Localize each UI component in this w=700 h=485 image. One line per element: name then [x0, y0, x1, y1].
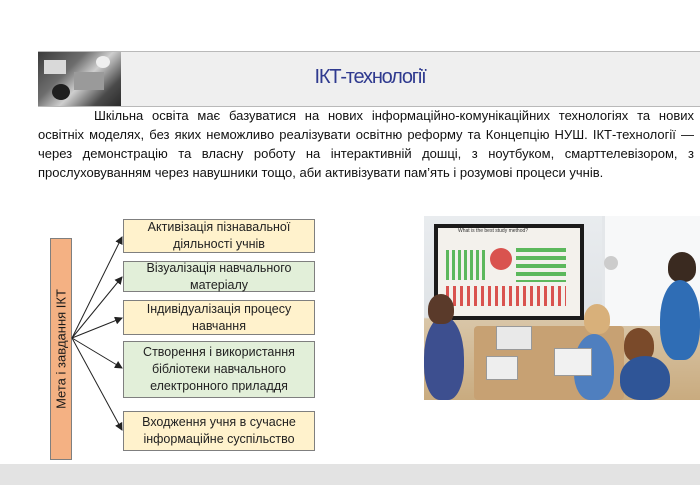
- arrow-5: [72, 338, 122, 430]
- arrow-3: [72, 318, 122, 338]
- diagram-root-text: Мета і завдання ІКТ: [53, 289, 69, 409]
- classroom-screen-title: What is the best study method?: [458, 228, 529, 234]
- diagram-item-5: Входження учня в сучасне інформаційне суспільство: [123, 411, 315, 451]
- classroom-photo: [424, 216, 700, 400]
- page-title: ІКТ-технології: [314, 66, 426, 88]
- intro-paragraph: Шкільна освіта має базуватися на нових інформаційно-комунікаційних технологіях та нових освітніх моделях, без яких неможливо реалізувати освітню реформу та Концепцію НУШ. ІКТ-технології — через демонстрацію та власну роботу на інтерактивній дошці, з ноутбуком, смарттелевізором, з прослуховуванням через навушники тощо, аби активізувати пам’ять і розумові процеси учнів.: [38, 108, 694, 180]
- arrow-1: [72, 237, 122, 338]
- footer-bar: [0, 464, 700, 485]
- diagram-root-label: [50, 238, 72, 460]
- arrow-4: [72, 338, 122, 368]
- diagram-item-2: Візуалізація навчального матеріалу: [123, 261, 315, 292]
- arrow-2: [72, 277, 122, 338]
- header-photo: [38, 52, 121, 106]
- diagram-item-1: Активізація пізнавальної діяльності учнів: [123, 219, 315, 253]
- diagram-item-3: Індивідуалізація процесу навчання: [123, 300, 315, 335]
- diagram-item-4: Створення і використання бібліотеки навчального електронного приладдя: [123, 341, 315, 398]
